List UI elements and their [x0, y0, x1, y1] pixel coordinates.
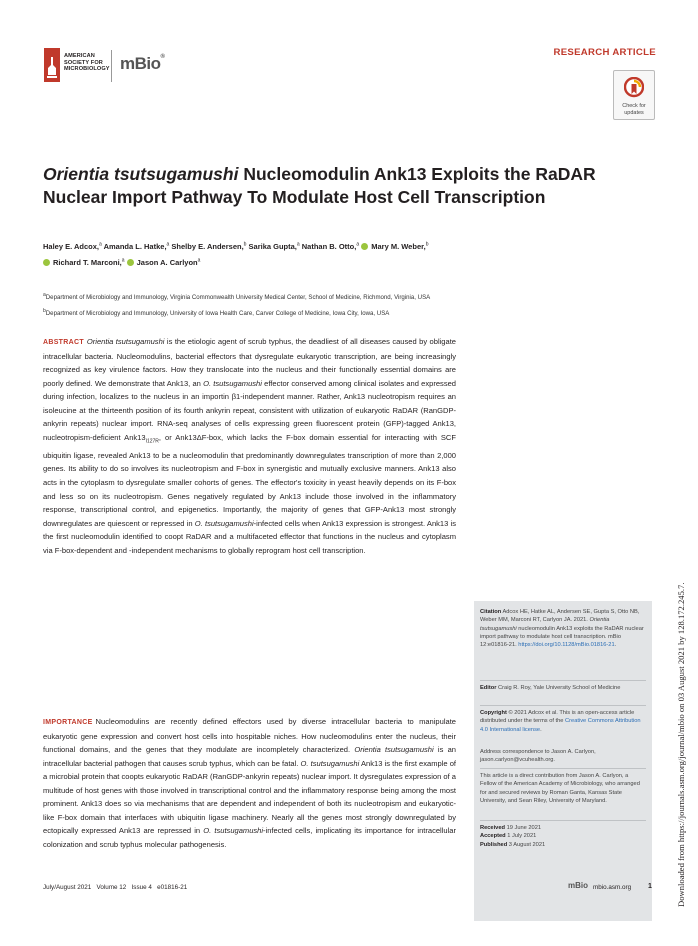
- doi-link[interactable]: https://doi.org/10.1128/mBio.01816-21: [518, 642, 615, 649]
- text-run: O. tsutsugamushi: [203, 826, 264, 836]
- abstract-heading: ABSTRACT: [43, 339, 84, 346]
- logo-divider: [111, 50, 112, 82]
- orcid-icon[interactable]: [43, 259, 50, 266]
- importance: [43, 715, 456, 851]
- author: Mary M. Weber,$^b$: [361, 242, 428, 251]
- check-for-updates-button[interactable]: Check for updates: [613, 70, 655, 120]
- correspondence-email[interactable]: jason.carlyon@vcuhealth.org.: [480, 757, 556, 764]
- download-notice: Downloaded from https://journals.asm.org/journal/mbio on 03 August 2021 by 128.172.245.7.: [676, 582, 686, 907]
- author: Haley E. Adcox,$^a$: [43, 241, 102, 251]
- text-run: effector conserved among clinical isolates and expressed during infection, localizes to the nucleus in an importin β1-independent manner. Rather, Ank13 nucleotropism requires an isoleucine at the thirteenth position of its fourth ankyrin repeat, consistent with utilization of eukaryotic RaDAR (RanGDP-ankyrin repeats) nuclear import. RNA-seq analyses of cells expressing green fluorescent protein (GFP)-tagged Ank13, nucleotropism-deficient Ank13: [43, 378, 456, 442]
- asm-mark-icon: [44, 48, 60, 82]
- text-run: , or Ank13ΔF-box, which lacks the F-box domain essential for interacting with SCF ubiquitin ligase, revealed Ank13 to be a nucleomodulin that predominantly downregulates transcription of more than 2,000 genes. Its ability to do so involves its nucleotropism and F-box in synergistic and mutually exclusive manners. Ank13 also acts in the cytoplasm to dysregulate smaller cohorts of genes. The effector's toxicity in yeast heavily depends on its F-box and less so on its nucleotropism. Genes negatively regulated by Ank13 include those involved in the inflammatory response, transcriptional control, and epigenetics. Importantly, the majority of genes that GFP-Ank13 most strongly downregulates are quiescent or repressed in: [43, 432, 456, 528]
- author: Sarika Gupta,$^a$: [248, 241, 300, 251]
- text-run: Orientia tsutsugamushi: [354, 745, 434, 755]
- section-label: RESEARCH ARTICLE: [553, 47, 656, 58]
- text-run: Nucleomodulins are recently defined effectors used by diverse intracellular bacteria to manipulate eukaryotic gene expression and convert host cells into hospitable niches. How nucleomodulins enter the nucleus, their functional domains, and the genes that they modulate are incompletely characterized.: [43, 717, 456, 755]
- check-for-updates-icon: [624, 77, 644, 99]
- text-run: O. tsutsugamushi: [300, 758, 360, 768]
- mbio-logo: mBio®: [120, 54, 165, 73]
- author: Amanda L. Hatke,$^a$: [103, 241, 170, 251]
- text-run: O. tsutsugamushi: [203, 378, 262, 388]
- author: Shelby E. Andersen,$^b$: [171, 241, 247, 251]
- text-run: Ank13 is the first example of a microbial protein that coopts eukaryotic RaDAR (RanGDP-ankyrin repeats) nuclear import. It dysregulates expression of a multitude of host genes with those involved in transcriptional control and the inflammatory response being among the most prominent. Ank13 does so via mechanisms that are dependent and independent of both its nucleotropism and eukaryotic-like F-box domain that interfaces with ubiquitin ligase machinery. Nearly all the genes most strongly downregulated by ectopically expressed Ank13 are repressed in: [43, 758, 456, 836]
- importance-heading: IMPORTANCE: [43, 719, 93, 726]
- correspondence: Address correspondence to Jason A. Carlyon, jason.carlyon@vcuhealth.org.: [480, 748, 646, 765]
- asm-logo: [44, 48, 110, 86]
- abstract: [43, 335, 456, 557]
- orcid-icon[interactable]: [361, 243, 368, 250]
- text-run: I127R: [145, 438, 159, 445]
- author: Nathan B. Otto,$^a$: [301, 241, 360, 251]
- importance-text: [43, 717, 456, 849]
- issue-info: July/August 2021 Volume 12 Issue 4 e01816-21: [43, 884, 188, 891]
- journal-site-link[interactable]: mbio.asm.org: [593, 884, 632, 891]
- author: Richard T. Marconi,$^a$: [43, 258, 125, 267]
- text-run: is an intracellular bacterial pathogen that causes scrub typhus, which can be fatal.: [43, 745, 456, 768]
- contribution-note: This article is a direct contribution from Jason A. Carlyon, a Fellow of the American Academy of Microbiology, who arranged for and secured reviews by Roman Ganta, Kansas State University, and Sean Riley, University of Maryland.: [480, 773, 640, 804]
- author-list: [43, 237, 603, 270]
- text-run: O. tsutsugamushi: [194, 518, 254, 528]
- article-title: Orientia tsutsugamushi Nucleomodulin Ank13 Exploits the RaDAR Nuclear Import Pathway To Modulate Host Cell Transcription: [43, 164, 596, 207]
- dates: Received 19 June 2021 Accepted 1 July 2021 Published 3 August 2021: [480, 825, 546, 848]
- text-run: -infected cells, implicating its importance for intracellular colonization and scrub typhus molecular pathogenesis.: [43, 826, 456, 849]
- author: Jason A. Carlyon$^a$: [127, 258, 201, 267]
- abstract-text: [43, 337, 456, 555]
- license-link[interactable]: Creative Commons Attribution 4.0 International license: [480, 718, 641, 733]
- text-run: Orientia tsutsugamushi: [86, 337, 165, 346]
- article-info-sidebar: [474, 601, 652, 921]
- text-run: -infected cells when Ank13 expression is strongest. Ank13 is the first nucleomodulin identified to coopt RaDAR and a multifaceted effector that functions in the nucleus and cytoplasm via F-box-dependent and -independent mechanisms to globally reprogram host cell transcription.: [43, 518, 456, 555]
- copyright: Copyright © 2021 Adcox et al. This is an open-access article distributed under the terms of the Creative Commons Attribution 4.0 International license.: [480, 710, 641, 733]
- asm-logo-text: AMERICAN SOCIETY FOR MICROBIOLOGY: [64, 53, 110, 73]
- page-number: 1: [648, 883, 652, 890]
- affiliation-a: $^a$Department of Microbiology and Immunology, Virginia Commonwealth University Medical Center, School of Medicine, Richmond, Virginia, USA: [43, 292, 431, 302]
- editor: Editor Craig R. Roy, Yale University School of Medicine: [480, 685, 621, 691]
- affiliation-b: $^b$Department of Microbiology and Immunology, University of Iowa Health Care, Carver College of Medicine, Iowa City, Iowa, USA: [43, 308, 390, 318]
- footer-mbio-logo: mBio: [568, 881, 588, 890]
- citation: Citation Adcox HE, Hatke AL, Andersen SE, Gupta S, Otto NB, Weber MM, Marconi RT, Carlyon JA. 2021. Orientia tsutsugamushi nucleomodulin Ank13 exploits the RaDAR nuclear import pathway to modulate host cell transcription. mBio 12:e01816-21. https://doi.org/10.1128/mBio.01816-21.: [480, 609, 644, 649]
- orcid-icon[interactable]: [127, 259, 134, 266]
- text-run: is the etiologic agent of scrub typhus, the deadliest of all diseases caused by obligate intracellular bacteria. Nucleomodulins, bacterial effectors that dysregulate eukaryotic transcription, are being increasingly recognized as key virulence factors. How they translocate into the nucleus and their functionally essential domains are poorly defined. We demonstrate that Ank13, an: [43, 337, 456, 388]
